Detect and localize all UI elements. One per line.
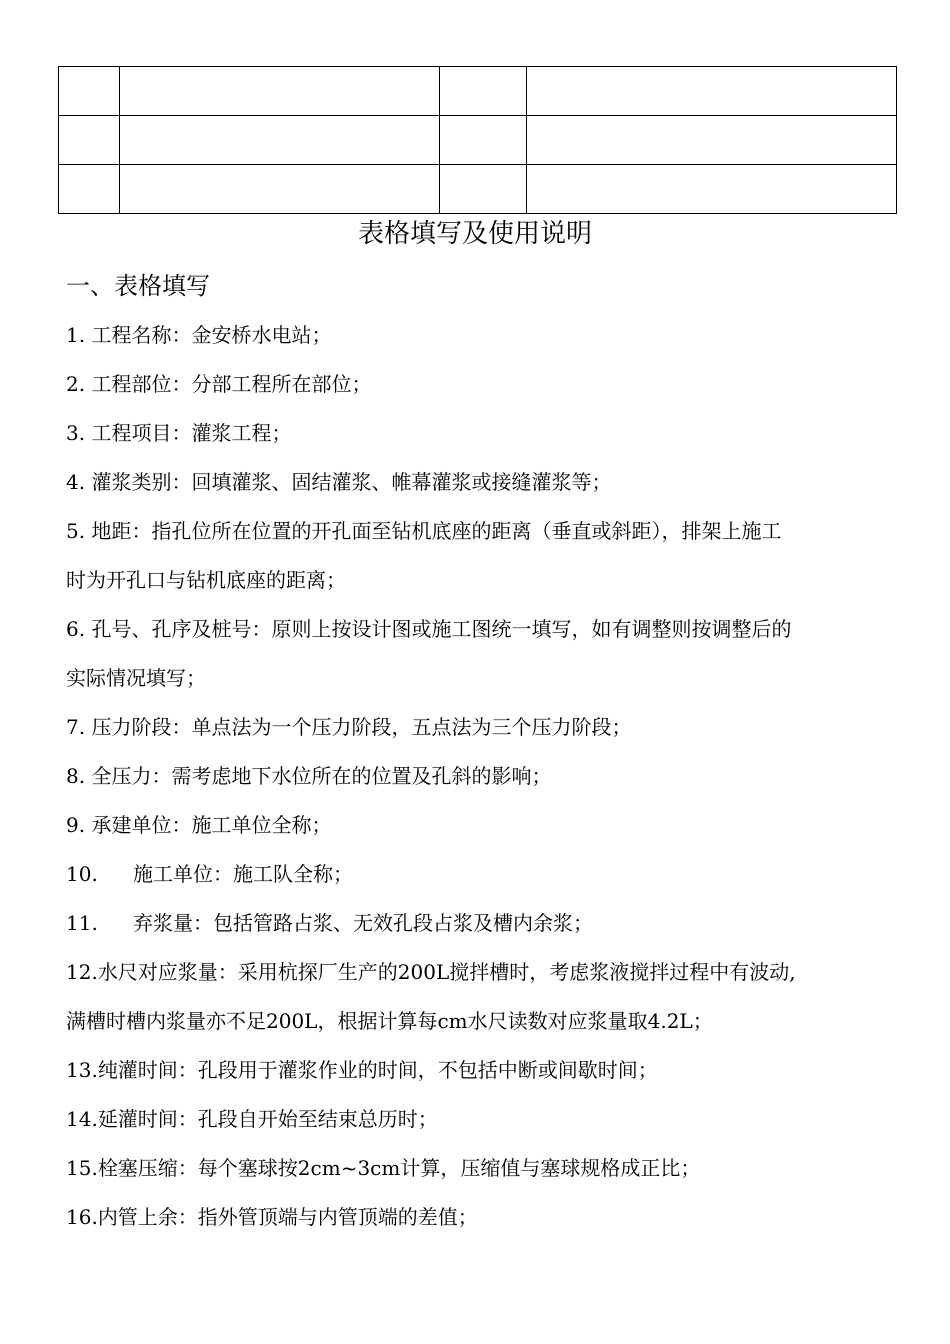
instruction-list	[66, 311, 886, 1242]
item-text: 水尺对应浆量：采用杭探厂生产的200L搅拌槽时，考虑浆液搅拌过程中有波动,	[97, 960, 796, 984]
item-number: 13.	[66, 1058, 98, 1082]
item-number: 5.	[66, 519, 86, 543]
table-cell	[440, 67, 527, 116]
item-text: 栓塞压缩：每个塞球按2cm~3cm计算，压缩值与塞球规格成正比；	[97, 1156, 701, 1180]
item-text: 施工单位：施工队全称；	[133, 862, 353, 886]
list-item	[66, 948, 886, 997]
item-number: 6.	[66, 617, 86, 641]
list-item-continuation	[66, 997, 886, 1046]
item-text: 承建单位：施工单位全称；	[91, 813, 332, 837]
document-title: 表格填写及使用说明	[357, 219, 592, 249]
list-item	[66, 1095, 886, 1144]
item-text: 地距：指孔位所在位置的开孔面至钻机底座的距离（垂直或斜距），排架上施工	[91, 519, 782, 543]
table-cell	[59, 165, 120, 214]
form-table	[58, 66, 897, 214]
item-text: 灌浆类别：回填灌浆、固结灌浆、帷幕灌浆或接缝灌浆等；	[91, 470, 612, 494]
table-cell	[120, 116, 440, 165]
list-item	[66, 409, 886, 458]
table-cell	[527, 67, 897, 116]
list-item	[66, 458, 886, 507]
item-text: 内管上余：指外管顶端与内管顶端的差值；	[97, 1205, 478, 1229]
table-cell	[59, 116, 120, 165]
list-item	[66, 801, 886, 850]
table-row	[59, 165, 897, 214]
section-heading: 一、表格填写	[66, 272, 210, 300]
item-number: 7.	[66, 715, 86, 739]
item-number: 11.	[66, 911, 98, 935]
item-number: 12.	[66, 960, 98, 984]
table-cell	[440, 116, 527, 165]
item-text: 工程部位：分部工程所在部位；	[91, 372, 372, 396]
table-cell	[440, 165, 527, 214]
item-text: 满槽时槽内浆量亦不足200L，根据计算每cm水尺读数对应浆量取4.2L；	[66, 1009, 713, 1033]
table-cell	[120, 165, 440, 214]
list-item	[66, 899, 886, 948]
list-item	[66, 507, 886, 556]
table-row	[59, 116, 897, 165]
list-item	[66, 605, 886, 654]
item-text: 弃浆量：包括管路占浆、无效孔段占浆及槽内余浆；	[133, 911, 593, 935]
list-item	[66, 752, 886, 801]
item-text: 实际情况填写；	[66, 666, 206, 690]
list-item	[66, 1193, 886, 1242]
item-number: 15.	[66, 1156, 98, 1180]
list-item	[66, 1046, 886, 1095]
item-text: 孔号、孔序及桩号：原则上按设计图或施工图统一填写，如有调整则按调整后的	[91, 617, 792, 641]
list-item-continuation	[66, 654, 886, 703]
table-cell	[120, 67, 440, 116]
table-row	[59, 67, 897, 116]
list-item-continuation	[66, 556, 886, 605]
item-number: 4.	[66, 470, 86, 494]
item-text: 延灌时间：孔段自开始至结束总历时；	[97, 1107, 438, 1131]
item-number: 14.	[66, 1107, 98, 1131]
table-cell	[527, 165, 897, 214]
list-item	[66, 360, 886, 409]
list-item	[66, 311, 886, 360]
list-item	[66, 1144, 886, 1193]
item-text: 压力阶段：单点法为一个压力阶段，五点法为三个压力阶段；	[91, 715, 632, 739]
table-cell	[527, 116, 897, 165]
item-text: 时为开孔口与钻机底座的距离；	[66, 568, 346, 592]
item-text: 工程名称：金安桥水电站；	[91, 323, 332, 347]
list-item	[66, 850, 886, 899]
table-cell	[59, 67, 120, 116]
list-item	[66, 703, 886, 752]
item-number: 1.	[66, 323, 86, 347]
item-number: 9.	[66, 813, 86, 837]
item-number: 8.	[66, 764, 86, 788]
item-number: 2.	[66, 372, 86, 396]
item-text: 全压力：需考虑地下水位所在的位置及孔斜的影响；	[91, 764, 552, 788]
item-number: 3.	[66, 421, 86, 445]
item-text: 工程项目：灌浆工程；	[91, 421, 292, 445]
item-number: 10.	[66, 862, 98, 886]
item-number: 16.	[66, 1205, 98, 1229]
item-text: 纯灌时间：孔段用于灌浆作业的时间，不包括中断或间歇时间；	[97, 1058, 658, 1082]
